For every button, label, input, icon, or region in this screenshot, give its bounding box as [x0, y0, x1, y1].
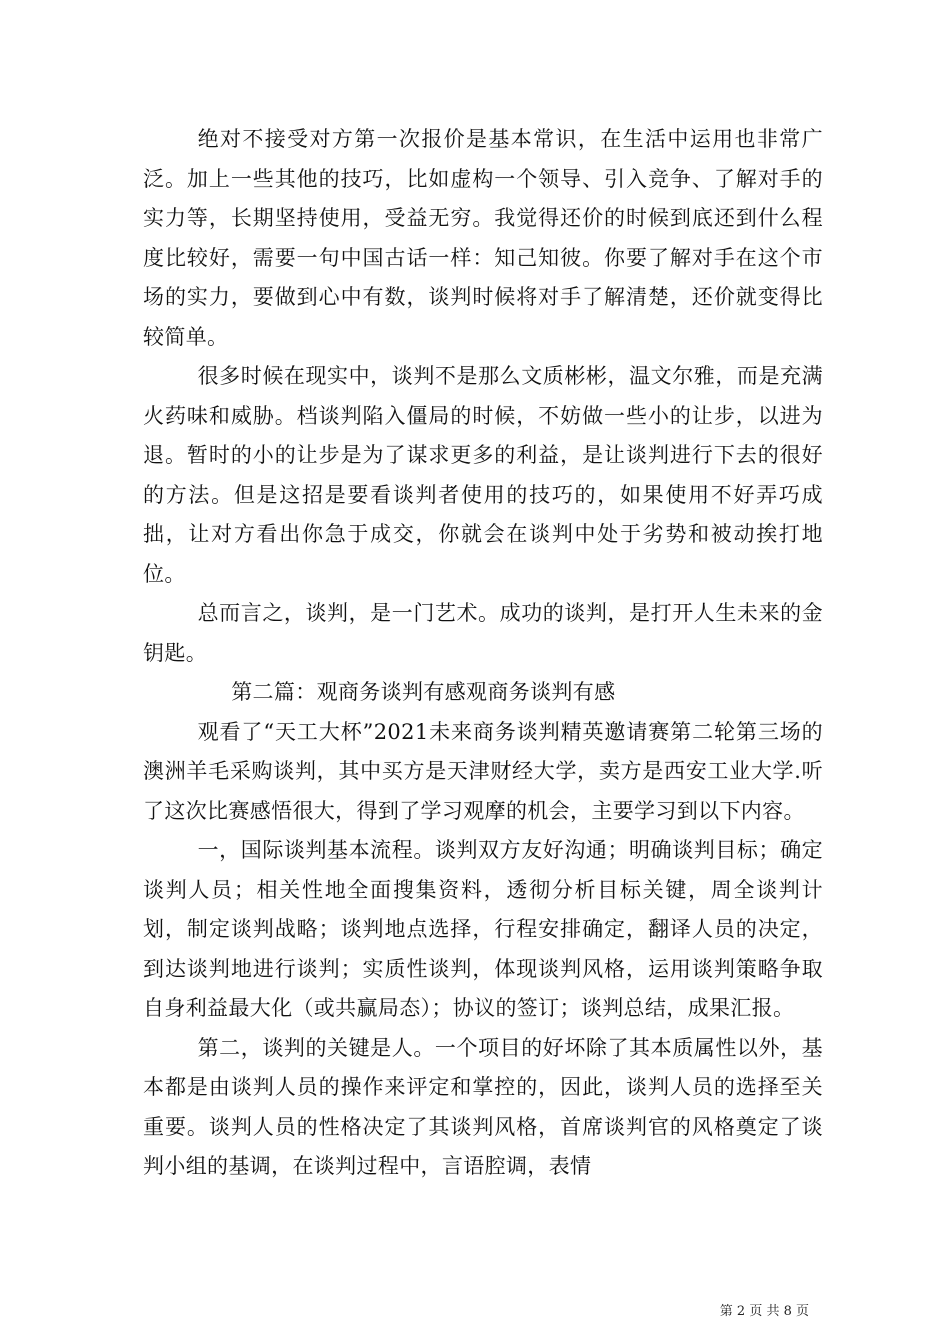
paragraph-6: 第二，谈判的关键是人。一个项目的好坏除了其本质属性以外，基本都是由谈判人员的操作来评定和掌控的，因此，谈判人员的选择至关重要。谈判人员的性格决定了其谈判风格，首席谈判官的风格奠定了谈判小组的基调，在谈判过程中，言语腔调，表情: [143, 1035, 823, 1178]
paragraph-5: 一，国际谈判基本流程。谈判双方友好沟通；明确谈判目标；确定谈判人员；相关性地全面搜集资料，透彻分析目标关键，周全谈判计划，制定谈判战略；谈判地点选择，行程安排确定，翻译人员的决定，到达谈判地进行谈判；实质性谈判，体现谈判风格，运用谈判策略争取自身利益最大化（或共赢局态）；协议的签订；谈判总结，成果汇报。: [143, 838, 823, 1020]
paragraph-2: 很多时候在现实中，谈判不是那么文质彬彬，温文尔雅，而是充满火药味和威胁。档谈判陷入僵局的时候，不妨做一些小的让步，以进为退。暂时的小的让步是为了谋求更多的利益，是让谈判进行下去的很好的方法。但是这招是要看谈判者使用的技巧的，如果使用不好弄巧成拙，让对方看出你急于成交，你就会在谈判中处于劣势和被动挨打地位。: [143, 364, 823, 586]
paragraph-4: 观看了“天工大杯”2021未来商务谈判精英邀请赛第二轮第三场的澳洲羊毛采购谈判，其中买方是天津财经大学，卖方是西安工业大学.听了这次比赛感悟很大，得到了学习观摩的机会，主要学习到以下内容。: [143, 719, 823, 823]
paragraph-3: 总而言之，谈判，是一门艺术。成功的谈判，是打开人生未来的金钥匙。: [143, 601, 823, 665]
page-number-footer: 第 2 页 共 8 页: [719, 1304, 809, 1319]
section-heading: 第二篇：观商务谈判有感观商务谈判有感: [231, 680, 616, 704]
body-text: [143, 120, 823, 1187]
paragraph-1: 绝对不接受对方第一次报价是基本常识，在生活中运用也非常广泛。加上一些其他的技巧，比如虚构一个领导、引入竞争、了解对手的实力等，长期坚持使用，受益无穷。我觉得还价的时候到底还到什么程度比较好，需要一句中国古话一样：知己知彼。你要了解对手在这个市场的实力，要做到心中有数，谈判时候将对手了解清楚，还价就变得比较简单。: [143, 127, 823, 349]
